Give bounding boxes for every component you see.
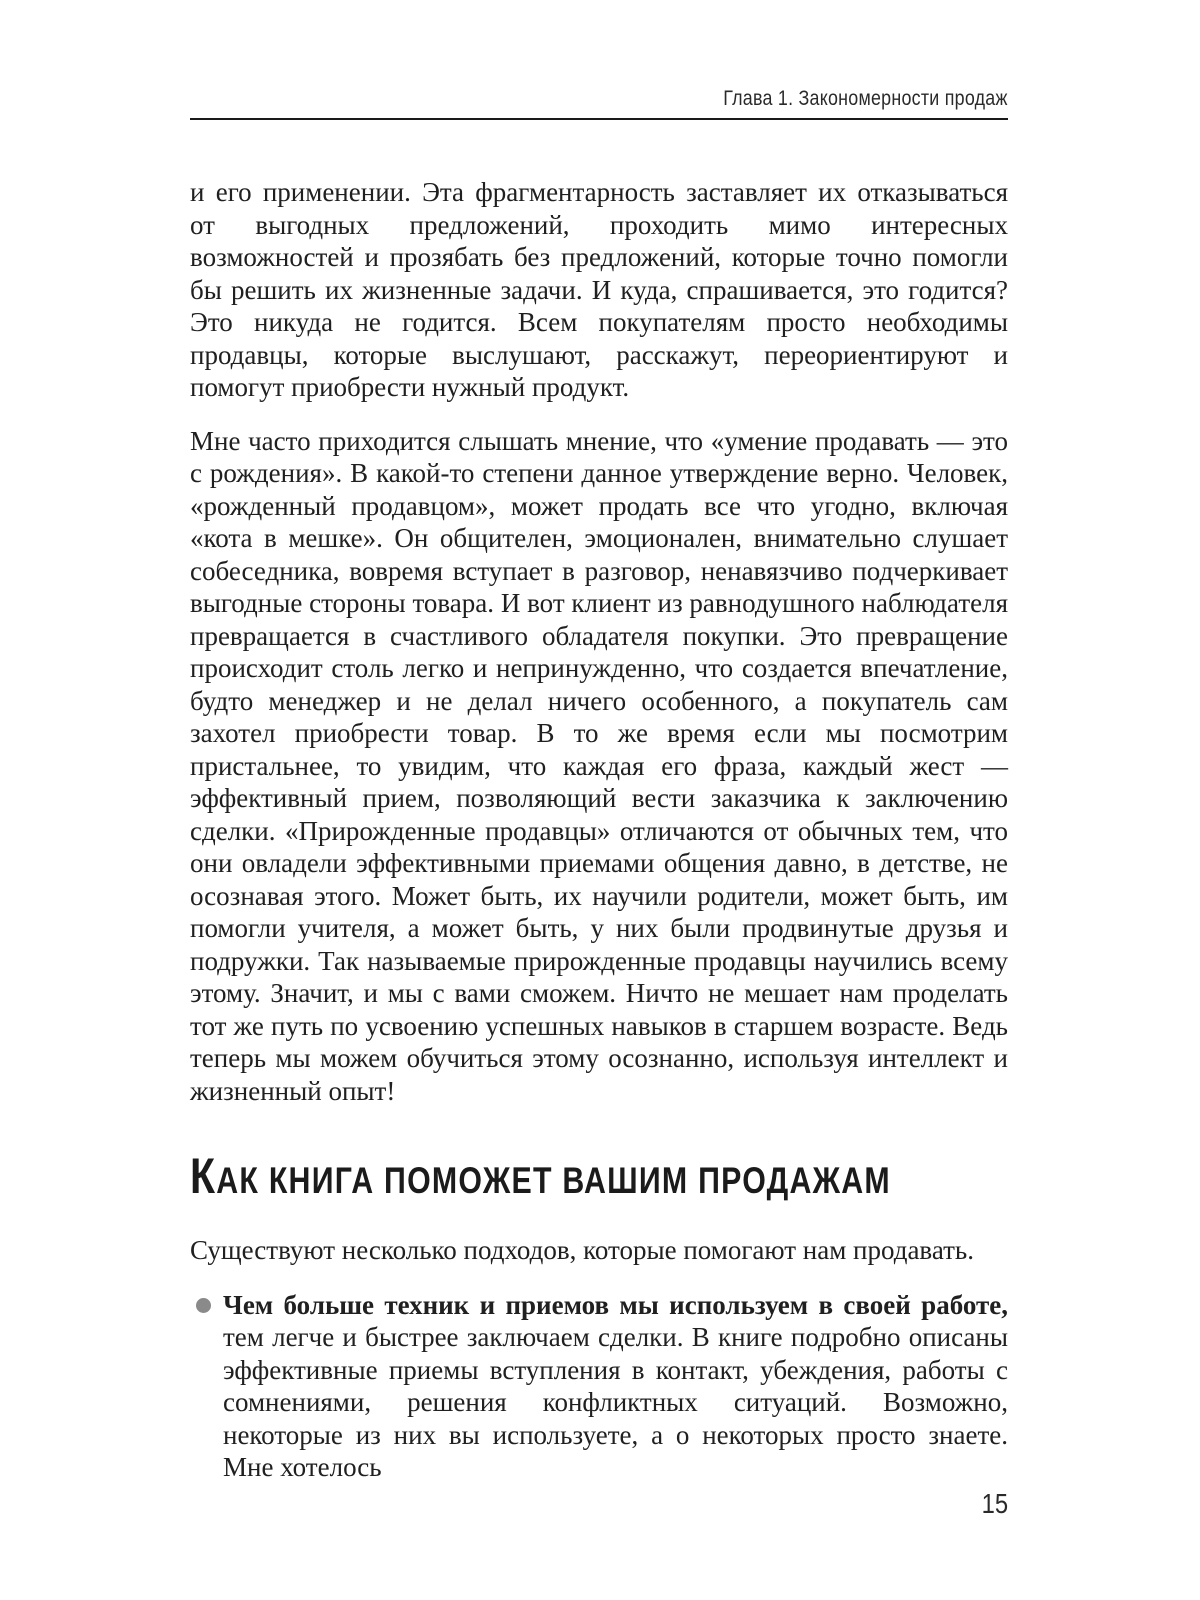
page-header [190,86,1008,120]
bullet-item [190,1289,1008,1484]
paragraph: и его применении. Эта фрагментарность заставляет их отказываться от выгодных предложений, проходить мимо интересных возможностей и прозябать без предложений, которые точно помогли бы решить их жизненные задачи. И куда, спрашивается, это годится? Это никуда не годится. Всем покупателям просто необходимы продавцы, которые выслушают, расскажут, переориентируют и помогут приобрести нужный продукт. [190,177,1008,402]
page-number-text: 15 [981,1488,1008,1519]
paragraph: Мне часто приходится слышать мнение, что «умение продавать — это с рождения». В какой-то степени данное утверждение верно. Человек, «рожденный продавцом», может продать все что угодно, включая «кота в мешке». Он общителен, эмоционален, внимательно слушает собеседника, вовремя вступает в разговор, ненавязчиво подчеркивает выгодные стороны товара. И вот клиент из равнодушного наблюдателя превращается в счастливого обладателя покупки. Это превращение происходит столь легко и непринужденно, что создается впечатление, будто менеджер и не делал ничего особенного, а покупатель сам захотел приобрести товар. В то же время если мы посмотрим пристальнее, то увидим, что каждая его фраза, каждый жест — эффективный прием, позволяющий вести заказчика к заключению сделки. «Прирожденные продавцы» отличаются от обычных тем, что они овладели эффективными приемами общения давно, в детстве, не осознавая этого. Может быть, их научили родители, может быть, им помогли учителя, а может быть, у них были продвинутые друзья и подружки. Так называемые прирожденные продавцы научились всему этому. Значит, и мы с вами сможем. Ничто не мешает нам проделать тот же путь по усвоению успешных навыков в старшем возрасте. Ведь теперь мы можем обучиться этому осознанно, используя интеллект и жизненный опыт! [190,425,1008,1106]
running-title-text: Глава 1. Закономерности продаж [723,87,1008,110]
page-number [977,1488,1008,1520]
bullet-lead-bold: Чем больше техник и приемов мы используем в своей работе, [223,1289,1008,1320]
heading-initial-letter: К [190,1148,217,1204]
bullet-text: тем легче и быстрее заключаем сделки. В книге подробно описаны эффективные приемы вступления в контакт, убеждения, работы с сомнениями, решения конфликтных ситуаций. Возможно, некоторые из них вы используете, а о некоторых просто знаете. Мне хотелось [223,1322,1008,1482]
page-body [190,120,1008,1484]
section-heading [190,1148,1008,1207]
bullet-list [190,1289,1008,1484]
running-title [190,86,1008,112]
section-heading-text [190,1148,891,1207]
bullet-dot-icon [196,1298,211,1313]
section-intro: Существуют несколько подходов, которые помогают нам продавать. [190,1235,974,1265]
heading-rest-text: АК КНИГА ПОМОЖЕТ ВАШИМ ПРОДАЖАМ [216,1160,891,1201]
